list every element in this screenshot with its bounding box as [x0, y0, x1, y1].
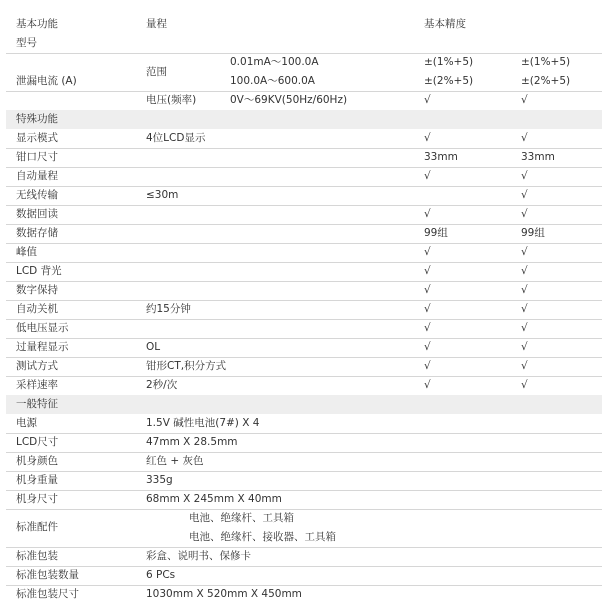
general-size-row	[6, 490, 602, 510]
row-value-a: √	[424, 341, 431, 353]
row-name: 测试方式	[16, 360, 58, 372]
leakage-label: 泄漏电流 (A)	[16, 75, 77, 87]
general-weight-row	[6, 471, 602, 491]
table-row	[6, 319, 602, 339]
table-row	[6, 376, 602, 396]
row-value-a: √	[424, 170, 431, 182]
qty-label: 标准包装数量	[16, 569, 79, 581]
row-value-a: √	[424, 379, 431, 391]
table-row	[6, 205, 602, 225]
row-value-a: 33mm	[424, 151, 458, 163]
leakage-voltage-a: √	[424, 94, 431, 106]
row-value-a: √	[424, 360, 431, 372]
row-value-b: 99组	[521, 227, 545, 239]
leakage-acc2-a: ±(2%+5)	[424, 75, 474, 87]
row-value-b: √	[521, 246, 528, 258]
row-value-a: √	[424, 132, 431, 144]
row-value-b: √	[521, 341, 528, 353]
general-qty-row	[6, 566, 602, 586]
row-value-a: √	[424, 284, 431, 296]
general-power-row	[6, 414, 602, 434]
accessories-a: 电池、绝缘杆、工具箱	[189, 512, 294, 524]
lcd-label: LCD尺寸	[16, 436, 59, 448]
header-row	[6, 15, 602, 34]
header-function: 基本功能	[16, 18, 58, 30]
row-name: 显示模式	[16, 132, 58, 144]
general-accessories-row-b	[6, 528, 602, 548]
leakage-acc1-b: ±(1%+5)	[521, 56, 571, 68]
leakage-voltage-row	[6, 91, 602, 111]
table-row	[6, 167, 602, 187]
weight-value: 335g	[146, 474, 173, 486]
size-value: 68mm X 245mm X 40mm	[146, 493, 282, 505]
row-value-a: √	[424, 265, 431, 277]
row-name: 采样速率	[16, 379, 58, 391]
row-value-b: 33mm	[521, 151, 555, 163]
power-label: 电源	[16, 417, 37, 429]
row-value-b: √	[521, 208, 528, 220]
row-name: 过量程显示	[16, 341, 69, 353]
row-name: 钳口尺寸	[16, 151, 58, 163]
row-value-b: √	[521, 379, 528, 391]
row-value-b: √	[521, 265, 528, 277]
table-row	[6, 357, 602, 377]
table-row	[6, 243, 602, 263]
table-row	[6, 300, 602, 320]
row-value-b: √	[521, 322, 528, 334]
general-section-header	[6, 395, 602, 414]
row-name: 峰值	[16, 246, 37, 258]
leakage-range-label: 范围	[146, 66, 167, 78]
row-value-b: √	[521, 132, 528, 144]
special-section-title: 特殊功能	[16, 113, 58, 125]
row-value-a: 99组	[424, 227, 448, 239]
leakage-voltage-range: 0V～69KV(50Hz/60Hz)	[230, 94, 348, 106]
row-value-b: √	[521, 189, 528, 201]
general-section-title: 一般特征	[16, 398, 58, 410]
package-label: 标准包装	[16, 550, 58, 562]
special-section-header	[6, 110, 602, 129]
general-color-row	[6, 452, 602, 472]
row-value-a: √	[424, 322, 431, 334]
table-row	[6, 186, 602, 206]
row-name: 自动量程	[16, 170, 58, 182]
row-name: 数据存储	[16, 227, 58, 239]
color-label: 机身颜色	[16, 455, 58, 467]
accessories-label: 标准配件	[16, 521, 58, 533]
header-range: 量程	[146, 18, 167, 30]
table-row	[6, 338, 602, 358]
row-value-b: √	[521, 303, 528, 315]
header-accuracy: 基本精度	[424, 18, 466, 30]
model-label: 型号	[16, 37, 37, 49]
weight-label: 机身重量	[16, 474, 58, 486]
size-label: 机身尺寸	[16, 493, 58, 505]
general-accessories-row-a	[6, 509, 602, 528]
leakage-range1-row	[6, 53, 602, 72]
model-row	[6, 34, 602, 54]
table-row	[6, 281, 602, 301]
qty-value: 6 PCs	[146, 569, 176, 581]
general-lcd-row	[6, 433, 602, 453]
table-row	[6, 262, 602, 282]
leakage-range2: 100.0A～600.0A	[230, 75, 315, 87]
row-name: 无线传输	[16, 189, 58, 201]
leakage-voltage-b: √	[521, 94, 528, 106]
package-value: 彩盒、说明书、保修卡	[146, 550, 251, 562]
row-range: ≤30m	[146, 189, 179, 201]
table-row	[6, 224, 602, 244]
table-row	[6, 148, 602, 168]
accessories-b: 电池、绝缘杆、接收器、工具箱	[189, 531, 336, 543]
row-value-b: √	[521, 360, 528, 372]
pkg-size-label: 标准包装尺寸	[16, 588, 79, 600]
row-range: 约15分钟	[146, 303, 191, 315]
row-value-a: √	[424, 303, 431, 315]
row-range: 钳形CT,积分方式	[146, 360, 227, 372]
row-name: 低电压显示	[16, 322, 69, 334]
table-row	[6, 129, 602, 149]
pkg-size-value: 1030mm X 520mm X 450mm	[146, 588, 302, 600]
row-range: 2秒/次	[146, 379, 178, 391]
leakage-range1: 0.01mA～100.0A	[230, 56, 319, 68]
row-range: OL	[146, 341, 161, 353]
row-name: 自动关机	[16, 303, 58, 315]
row-value-a: √	[424, 246, 431, 258]
power-value: 1.5V 碱性电池(7#) X 4	[146, 417, 260, 429]
row-value-b: √	[521, 170, 528, 182]
color-value: 红色 + 灰色	[146, 455, 204, 467]
row-range: 4位LCD显示	[146, 132, 206, 144]
row-name: 数字保持	[16, 284, 58, 296]
row-value-a: √	[424, 208, 431, 220]
leakage-acc2-b: ±(2%+5)	[521, 75, 571, 87]
leakage-voltage-label: 电压(频率)	[146, 94, 197, 106]
general-package-row	[6, 547, 602, 567]
general-pkg-size-row	[6, 585, 602, 604]
row-name: LCD 背光	[16, 265, 62, 277]
row-value-b: √	[521, 284, 528, 296]
row-name: 数据回读	[16, 208, 58, 220]
leakage-range2-row	[6, 72, 602, 92]
leakage-acc1-a: ±(1%+5)	[424, 56, 474, 68]
lcd-value: 47mm X 28.5mm	[146, 436, 238, 448]
